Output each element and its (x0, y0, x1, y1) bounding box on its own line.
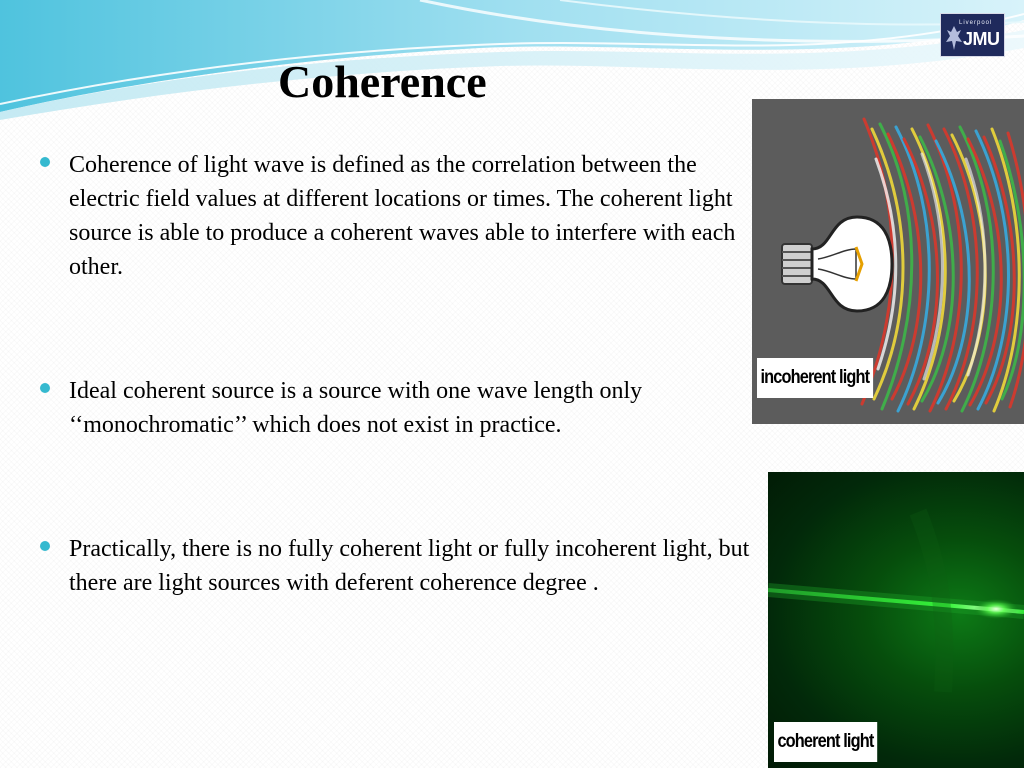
bullet-dot-icon (40, 383, 50, 393)
university-logo (940, 13, 1005, 57)
logo-small-text: Liverpool (959, 20, 993, 26)
liverbird-emblem-icon (945, 24, 963, 52)
slide-title: Coherence (278, 56, 487, 107)
coherent-light-image (768, 472, 1024, 768)
incoherent-light-image (752, 99, 1024, 424)
incoherent-light-label: incoherent light (757, 358, 873, 398)
bullet-text: Ideal coherent source is a source with one wave length only ‘‘monochromatic’’ which does not exist in practice. (69, 378, 643, 438)
coherent-light-label: coherent light (774, 722, 877, 762)
bullet-text: Coherence of light wave is defined as the correlation between the electric field values at different locations or times. The coherent light source is able to produce a coherent waves able to interfere with each other. (69, 152, 736, 280)
light-bulb-icon (782, 217, 892, 311)
logo-wordmark: JMU (963, 29, 1000, 49)
bullet-dot-icon (40, 157, 50, 167)
bullet-dot-icon (40, 541, 50, 551)
bullet-text: Practically, there is no fully coherent light or fully incoherent light, but there are light sources with deferent coherence degree . (69, 536, 750, 596)
